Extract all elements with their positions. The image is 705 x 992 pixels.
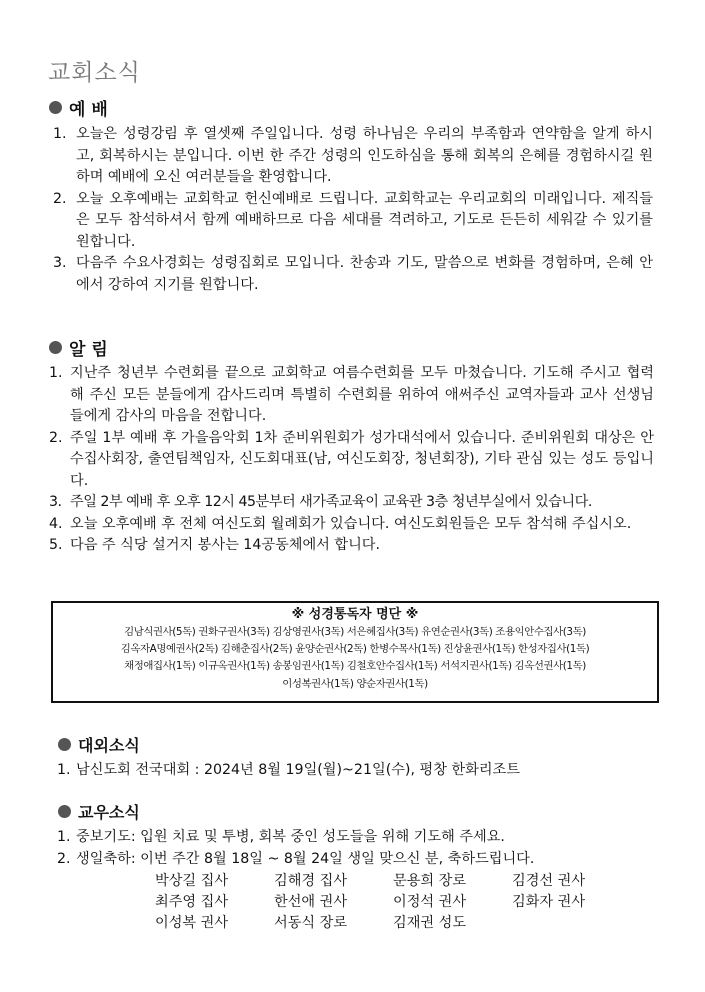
list-number: 3. [53,255,67,271]
list-item [57,827,657,849]
list-text: 생일축하: 이번 주간 8월 18일 ~ 8월 24일 생일 맞으신 분, 축하드립니다. [76,850,535,867]
list-number: 2. [57,850,71,867]
list-text: 오늘 오후예배는 교회학교 헌신예배로 드립니다. 교회학교는 우리교회의 미래입니다. 제직들은 모두 참석하셔서 함께 예배하므로 다음 세대를 격려하고, 기도로 든든히 세워갈 수 있기를 원합니다. [76,190,653,250]
bible-readers-line: 김옥자A명예권사(2독) 김해춘집사(2독) 윤양순권사(2독) 한병수목사(1독) 진상윤권사(1독) 한성자집사(1독) [120,643,590,656]
bullet-dot-icon [49,341,62,354]
list-item [49,535,654,557]
list-text: 오늘 오후예배 후 전체 여신도회 월례회가 있습니다. 여신도회원들은 모두 참석해 주십시오. [70,515,632,532]
list-number: 1. [49,365,63,381]
birthday-name: 김재권 성도 [393,915,467,931]
members-list [57,827,657,870]
notice-section [0,335,705,557]
members-heading [58,800,705,823]
birthday-name: 박상길 집사 [155,873,229,889]
list-text: 남신도회 전국대회 : 2024년 8월 19일(월)~21일(수), 평창 한화리조트 [76,762,520,778]
list-item [49,363,654,428]
list-text: 주일 1부 예배 후 가을음악회 1차 준비위원회가 성가대석에서 있습니다. 준비위원회 대상은 안수집사회장, 출연팀책임자, 신도회대표(남, 여신도회장, 청년회장), 기타 관심 있는 성도 등입니다. [70,429,654,489]
birthday-name: 문용희 장로 [393,873,467,889]
bible-readers-box [51,601,659,703]
birthday-row [155,913,705,934]
page-title: 교회소식 [48,60,141,86]
list-item [49,514,654,536]
birthday-name: 김화자 권사 [512,894,586,910]
list-text: 중보기도: 입원 치료 및 투병, 회복 중인 성도들을 위해 기도해 주세요. [76,829,505,845]
list-number: 4. [49,515,63,532]
list-text: 다음 주 식당 설거지 봉사는 14공동체에서 합니다. [70,537,381,553]
bullet-dot-icon [58,738,71,751]
list-item [53,124,653,189]
birthday-name: 김해경 집사 [274,873,348,889]
birthday-name: 최주영 집사 [155,894,229,910]
notice-heading [49,335,705,360]
list-item [53,253,653,296]
list-item [49,492,654,514]
bullet-dot-icon [49,101,62,114]
bible-readers-line: 김남식권사(5독) 권화구권사(3독) 김상영권사(3독) 서은혜집사(3독) 유연순권사(3독) 조용익안수집사(3독) [124,626,586,638]
list-number: 3. [49,494,62,510]
birthday-row [155,892,705,913]
list-number: 2. [49,429,63,446]
birthday-name: 이성복 권사 [155,915,229,931]
birthday-name: 한선애 권사 [274,894,348,910]
worship-heading [49,95,705,120]
external-heading-text: 대외소식 [78,736,140,755]
list-number: 1. [57,829,71,845]
birthday-name: 이정석 권사 [393,894,467,910]
list-text: 다음주 수요사경회는 성령집회로 모입니다. 찬송과 기도, 말씀으로 변화를 경험하며, 은혜 안에서 강하여 지기를 원합니다. [76,255,653,293]
worship-list [53,124,653,296]
list-number: 5. [49,537,63,553]
birthday-name: 김경선 권사 [512,873,586,889]
members-heading-text: 교우소식 [78,803,140,822]
notice-list [49,363,654,557]
birthday-name: 서동식 장로 [274,915,348,931]
external-list [57,760,657,782]
list-item [57,849,657,871]
bible-readers-line: 이성복권사(1독) 양순자권사(1독) [282,677,428,690]
birthday-row [155,871,705,892]
list-text: 주일 2부 예배 후 오후 12시 45분부터 새가족교육이 교육관 3층 청년부실에서 있습니다. [70,494,592,510]
list-text: 지난주 청년부 수련회를 끝으로 교회학교 여름수련회를 모두 마쳤습니다. 기도해 주시고 협력해 주신 모든 분들에게 감사드리며 특별히 수련회를 위하여 애써주신 교역자들과 교사 선생님들에게 감사의 마음을 전합니다. [70,365,654,424]
worship-section [0,95,705,296]
list-number: 2. [53,190,67,207]
list-number: 1. [57,762,71,778]
list-item [49,428,654,493]
bullet-dot-icon [58,805,71,818]
bible-readers-title: ※ 성경통독자 명단 ※ [291,607,419,622]
bible-readers-line: 채정애집사(1독) 이규옥권사(1독) 송봉임권사(1독) 김철호안수집사(1독) 서석지권사(1독) 김옥선권사(1독) [124,660,586,673]
list-item [53,189,653,254]
external-heading [58,733,705,756]
list-item [57,760,657,782]
list-number: 1. [53,126,67,142]
members-section [0,800,705,934]
birthday-list [155,871,705,934]
list-text: 오늘은 성령강림 후 열셋째 주일입니다. 성령 하나님은 우리의 부족함과 연약함을 알게 하시고, 회복하시는 분입니다. 이번 한 주간 성령의 인도하심을 통해 회복의 은혜를 경험하시길 원하며 예배에 오신 여러분들을 환영합니다. [76,126,653,185]
notice-heading-text: 알 림 [69,340,108,360]
worship-heading-text: 예 배 [69,100,108,120]
external-section [0,733,705,782]
